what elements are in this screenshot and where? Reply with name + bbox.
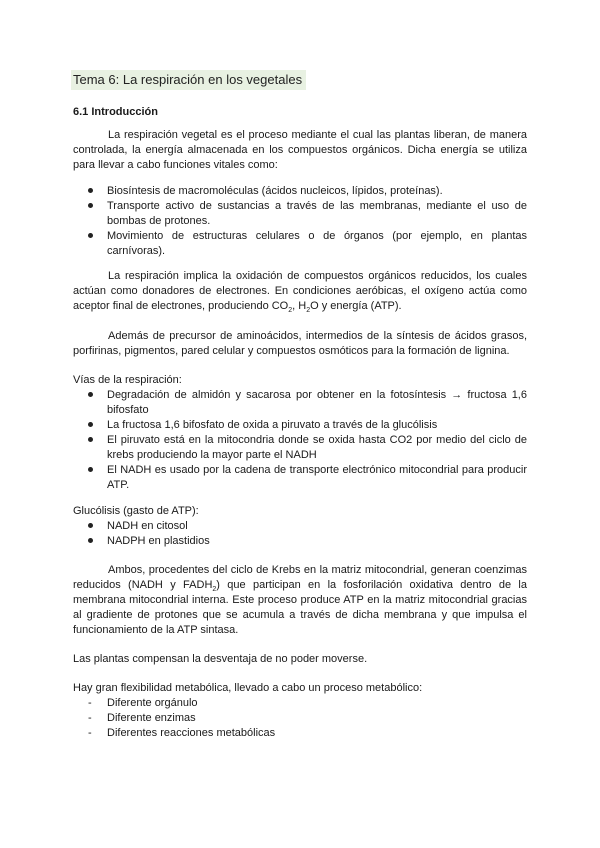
bullet-icon [88,467,93,472]
list-item: - Diferentes reacciones metabólicas [88,727,276,739]
list-item: Transporte activo de sustancias a través de las membranas, mediante el uso de bombas de protones. [73,199,527,229]
bullet-icon [88,437,93,442]
glucolisis-heading: Glucólisis (gasto de ATP): [73,505,199,517]
section-title: 6.1 Introducción [73,106,158,118]
dash-icon: - [88,712,92,724]
functions-list [73,184,527,259]
bullet-icon [88,233,93,238]
list-item: - Diferente enzimas [88,712,196,724]
paragraph-intro: La respiración vegetal es el proceso mediante el cual las plantas liberan, de manera controlada, la energía almacenada en los compuestos orgánicos. Dicha energía se utiliza para llevar a cabo funciones vitales como: [73,129,527,171]
paragraph-flexibility: Hay gran flexibilidad metabólica, llevado a cabo un proceso metabólico: [73,682,423,694]
paragraph-krebs: Ambos, procedentes del ciclo de Krebs en la matriz mitocondrial, generan coenzimas reducidos (NADH y $FADH_2$) que participan en la fosforilación oxidativa dentro de la membrana mitocondrial interna. Este proceso produce ATP en la matriz mitocondrial gracias al gradiente de protones que se acumula a través de dicha membrana y que impulsa el funcionamiento de la ATP sintasa. [73,564,527,636]
bullet-icon [88,188,93,193]
paragraph-oxidation: La respiración implica la oxidación de compuestos orgánicos reducidos, los cuales actúan como donadores de electrones. En condiciones aeróbicas, el oxígeno actúa como aceptor final de electrones, produciendo $CO_2$, $H_2O$ y energía (ATP). [73,270,527,315]
bullet-icon [88,392,93,397]
vias-heading: Vías de la respiración: [73,374,182,386]
dash-icon: - [88,697,92,709]
list-item: NADPH en plastidios [73,534,527,549]
vias-list [73,388,527,493]
dash-icon: - [88,727,92,739]
bullet-icon [88,538,93,543]
list-item: Movimiento de estructuras celulares o de órganos (por ejemplo, en plantas carnívoras). [73,229,527,259]
bullet-icon [88,523,93,528]
list-item: - Diferente orgánulo [88,697,198,709]
list-item: El NADH es usado por la cadena de transporte electrónico mitocondrial para producir ATP. [73,463,527,493]
list-item: Degradación de almidón y sacarosa por obtener en la fotosíntesis → fructosa 1,6 bifosfato [73,388,527,418]
bullet-icon [88,422,93,427]
list-item: La fructosa 1,6 bifosfato de oxida a piruvato a través de la glucólisis [73,418,527,433]
paragraph-precursor: Además de precursor de aminoácidos, intermedios de la síntesis de ácidos grasos, porfirinas, pigmentos, pared celular y compuestos osmóticos para la formación de lignina. [73,330,527,357]
list-item: NADH en citosol [73,519,527,534]
glucolisis-list [73,519,527,549]
bullet-icon [88,203,93,208]
paragraph-compensate: Las plantas compensan la desventaja de no poder moverse. [73,653,368,665]
dash-list [73,696,527,741]
list-item: El piruvato está en la mitocondria donde se oxida hasta CO2 por medio del ciclo de krebs produciendo la mayor parte el NADH [73,433,527,463]
page-title: Tema 6: La respiración en los vegetales [71,70,306,90]
list-item: Biosíntesis de macromoléculas (ácidos nucleicos, lípidos, proteínas). [73,184,527,199]
